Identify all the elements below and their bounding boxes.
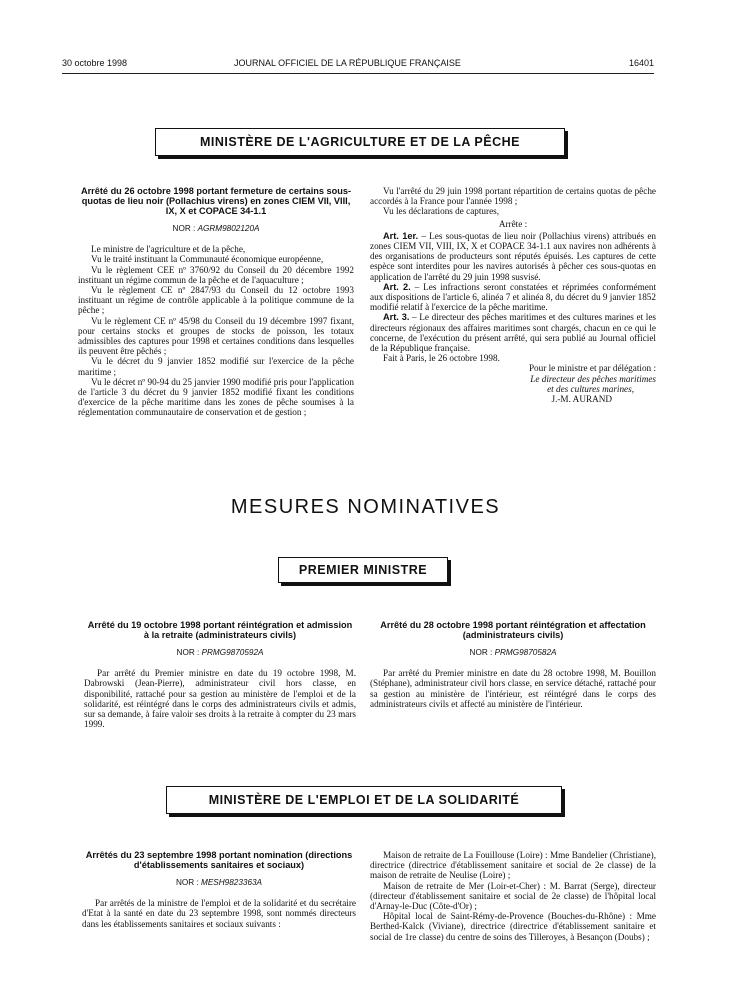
- agri-right-para: Vu l'arrêté du 29 juin 1998 portant répartition de certains quotas de pêche accordés à la France pour l'année 1998 ;: [370, 186, 656, 207]
- arrete-label: Arrête :: [498, 218, 528, 229]
- header-journal-title: JOURNAL OFFICIEL DE LA RÉPUBLIQUE FRANÇAISE: [234, 58, 461, 68]
- article-label: Art. 3.: [383, 312, 410, 323]
- nor-label: NOR :: [176, 648, 200, 657]
- pm-left-nor: [84, 648, 356, 658]
- agri-arrete-title: Arrêté du 26 octobre 1998 portant fermeture de certains sous-quotas de lieu noir (Pollachius virens) en zones CIEM VII, VIII, IX, X et COPACE 34-1.1: [80, 186, 352, 216]
- section-box-agriculture: MINISTÈRE DE L'AGRICULTURE ET DE LA PÊCHE: [155, 128, 565, 156]
- nor-code: PRMG9870582A: [494, 648, 557, 657]
- signature-name: J.-M. AURAND: [551, 394, 612, 405]
- article-3: [370, 312, 656, 353]
- etablissement-entry: Maison de retraite de La Fouillouse (Loire) : Mme Bandelier (Christiane), directrice (directrice d'établissement sanitaire et social de 2e classe) de la maison de retraite de Neulise (Loire) ;: [370, 850, 656, 881]
- pm-left-column: [84, 620, 356, 729]
- emploi-left-title: Arrêtés du 23 septembre 1998 portant nomination (directions d'établissements sanitaires et sociaux): [85, 850, 353, 870]
- article-2: [370, 282, 656, 313]
- emploi-right-column: [370, 850, 656, 942]
- agri-para: Vu le décret du 9 janvier 1852 modifié sur l'exercice de la pêche maritime ;: [78, 356, 354, 377]
- emploi-left-column: [82, 850, 356, 929]
- nor-label: NOR :: [175, 878, 199, 887]
- signature-line: Pour le ministre et par délégation :: [528, 363, 656, 374]
- pm-left-text: Par arrêté du Premier ministre en date du 19 octobre 1998, M. Dabrowski (Jean-Pierre), administrateur civil hors classe, en disponibilité, rattaché pour sa gestion au ministère de l'emploi et de la solidarité, est réintégré dans le corps des administrateurs civils et admis, sur sa demande, à faire valoir ses droits à la retraite à compter du 23 mars 1999.: [84, 668, 356, 730]
- nor-label: NOR :: [172, 224, 196, 233]
- etablissement-entry: Maison de retraite de Mer (Loir-et-Cher) : M. Barrat (Serge), directeur (directeur d'établissement sanitaire et social de 2e classe) de l'hôpital local d'Arnay-le-Duc (Côte-d'Or) ;: [370, 880, 656, 912]
- signature-line: Le directeur des pêches maritimes: [530, 373, 656, 384]
- article-text: – Les infractions seront constatées et réprimées conformément aux dispositions de l'article 6, alinéa 7 et alinéa 8, du décret du 9 janvier 1852 modifié relatif à l'exercice de la pêche maritime.: [370, 281, 656, 313]
- agri-para: Vu le règlement CE nº 2847/93 du Conseil du 12 octobre 1993 instituant un régime de contrôle applicable à la politique commune de la pêche ;: [78, 285, 354, 316]
- article-label: Art. 1er.: [383, 230, 419, 241]
- page-header: [62, 58, 654, 74]
- pm-right-text: Par arrêté du Premier ministre en date du 28 octobre 1998, M. Bouillon (Stéphane), administrateur civil hors classe, en service détaché, rattaché pour sa gestion au ministère de l'intérieur, est réintégré dans le corps des administrateurs civils et affecté au ministère de l'intérieur.: [370, 668, 656, 709]
- fait-a-paris: Fait à Paris, le 26 octobre 1998.: [383, 353, 500, 364]
- article-1: [370, 231, 656, 282]
- etablissement-entry: Hôpital local de Saint-Rémy-de-Provence (Bouches-du-Rhône) : Mme Berthed-Kalck (Viviane), directrice (directrice d'établissement sanitaire et social de 1re classe) du centre de soins des Tilleroyes, à Besançon (Doubs) ;: [370, 911, 656, 942]
- agri-para: Vu le règlement CEE nº 3760/92 du Conseil du 20 décembre 1992 instituant un régime commun de la pêche et de l'aquaculture ;: [78, 264, 354, 285]
- emploi-left-nor: [82, 878, 356, 888]
- agri-left-column: [78, 186, 354, 418]
- article-text: – Le directeur des pêches maritimes et des cultures marines et les directeurs régionaux des affaires maritimes sont chargés, chacun en ce qui le concerne, de l'exécution du présent arrêté, qui sera publié au Journal officiel de la République française.: [370, 312, 656, 354]
- agri-para: Le ministre de l'agriculture et de la pêche,: [91, 244, 246, 255]
- nor-label: NOR :: [469, 648, 493, 657]
- article-label: Art. 2.: [383, 281, 411, 292]
- agri-para: Vu le décret nº 90-94 du 25 janvier 1990 modifié pris pour l'application de l'article 3 du décret du 9 janvier 1852 modifié fixant les conditions d'exercice de la pêche maritime dans les zones de pêche soumises à la réglementation communautaire de conservation et de gestion ;: [78, 376, 354, 418]
- pm-left-title: Arrêté du 19 octobre 1998 portant réintégration et admission à la retraite (administrateurs civils): [87, 620, 353, 640]
- pm-right-title: Arrêté du 28 octobre 1998 portant réintégration et affectation (administrateurs civils): [380, 620, 646, 640]
- mesures-nominatives-heading: MESURES NOMINATIVES: [230, 496, 501, 518]
- emploi-left-text: Par arrêtés de la ministre de l'emploi et de la solidarité et du secrétaire d'Etat à la santé en date du 23 septembre 1998, sont nommés directeurs dans les établissements sanitaires et sociaux suivants :: [82, 898, 356, 929]
- header-page-number: 16401: [628, 58, 654, 68]
- signature-line: et des cultures marines,: [547, 383, 634, 394]
- agri-para: Vu le traité instituant la Communauté économique européenne,: [91, 254, 324, 265]
- article-text: – Les sous-quotas de lieu noir (Pollachius virens) attribués en zones CIEM VII, VIII, IX, X et COPACE 34-1.1 aux navires non adhérents à des organisations de producteurs sont réputés épuisés. Les captures de cette espèce sont interdites pour les navires autorisés à pêcher ces sous-quotas en application de l'arrêté du 29 juin 1998 susvisé.: [370, 230, 656, 282]
- pm-right-column: [370, 620, 656, 709]
- header-date: 30 octobre 1998: [62, 58, 128, 68]
- section-box-premier-ministre: PREMIER MINISTRE: [278, 557, 448, 583]
- pm-right-nor: [370, 648, 656, 658]
- agri-right-para: Vu les déclarations de captures,: [383, 206, 500, 217]
- nor-code: PRMG9870592A: [201, 648, 264, 657]
- section-box-emploi: MINISTÈRE DE L'EMPLOI ET DE LA SOLIDARITÉ: [166, 786, 562, 814]
- agri-nor: [78, 224, 354, 234]
- nor-code: MESH9823363A: [201, 878, 263, 887]
- agri-para: Vu le règlement CE nº 45/98 du Conseil du 19 décembre 1997 fixant, pour certains stocks et groupes de stocks de poisson, les totaux admissibles des captures pour 1998 et certaines conditions dans lesquelles ils peuvent être pêchés ;: [78, 315, 354, 357]
- agri-right-column: [370, 186, 656, 404]
- nor-code: AGRM9802120A: [197, 224, 260, 233]
